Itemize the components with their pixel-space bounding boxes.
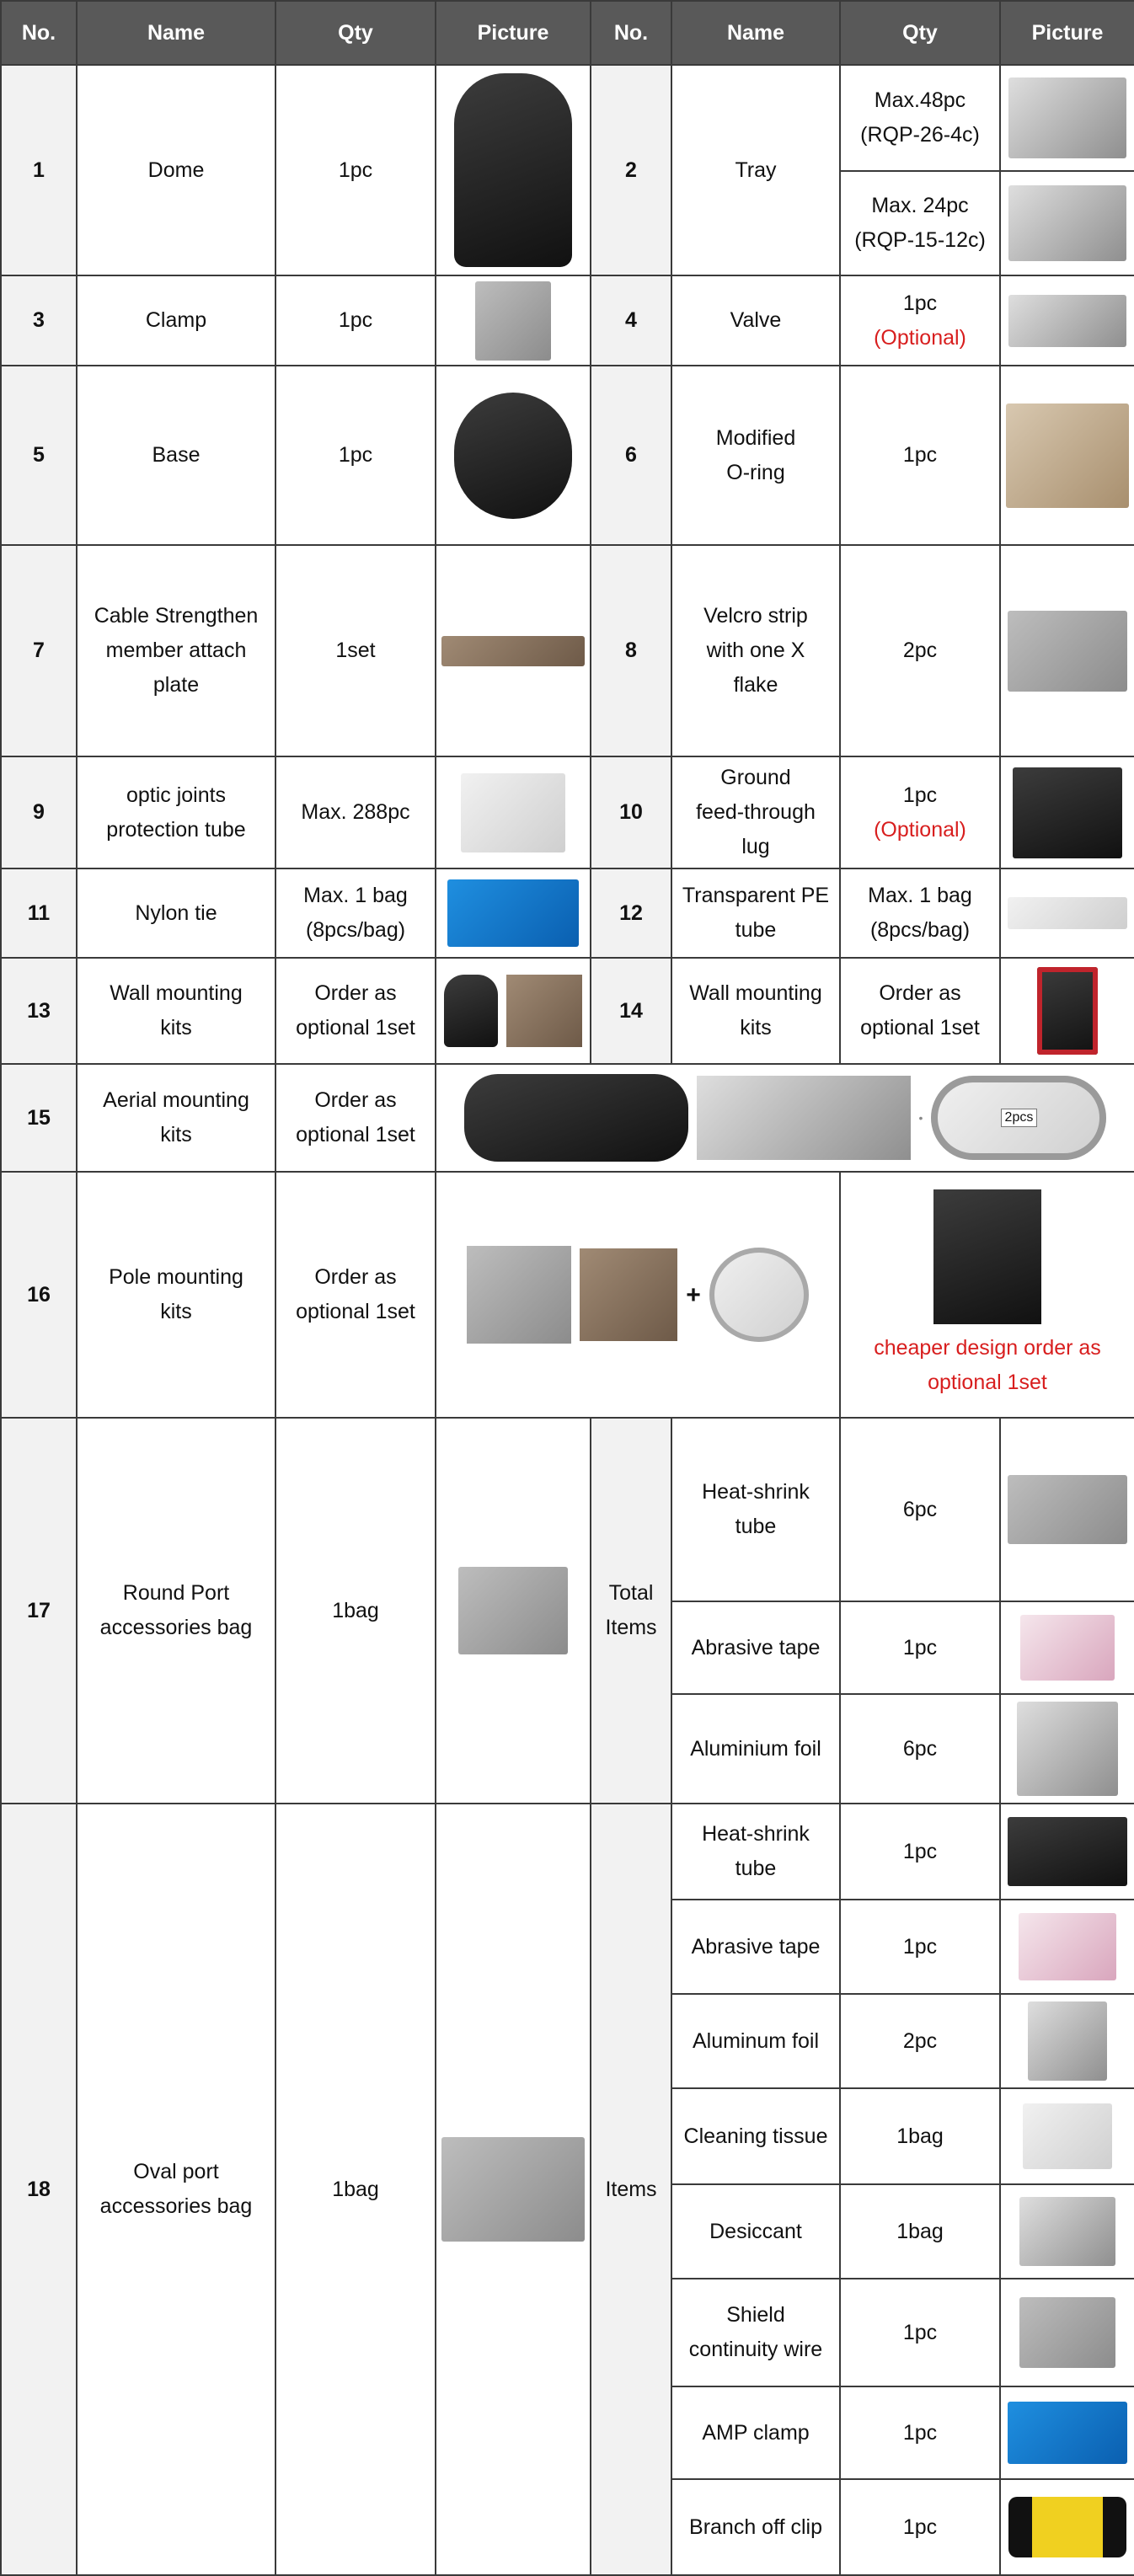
optional-note: (Optional) [874,817,966,842]
sub-item-qty: 1pc [840,1601,1000,1694]
item-name: Ground feed-through lug [671,756,840,868]
base-photo [454,393,572,519]
item-name: Valve [671,275,840,366]
round-port-bag-photo [458,1567,568,1654]
item-number: 7 [1,545,77,756]
sub-item-qty: 6pc [840,1418,1000,1601]
table-row [1,545,1134,756]
item-qty: 1bag [275,1804,436,2575]
sub-item-picture [1000,1418,1134,1601]
item-number: 11 [1,868,77,958]
wall-mount-bracket-photo [506,975,582,1047]
amp-clamp-photo [1008,2402,1127,2464]
nylon-tie-photo [447,879,579,947]
item-picture [436,756,591,868]
sub-item-qty: 1pc [840,2279,1000,2386]
separator-dot: • [918,1110,923,1125]
pole-strap-photo [709,1248,809,1342]
item-name: Wall mounting kits [671,958,840,1064]
header-name-2: Name [671,1,840,65]
dome-photo [454,73,572,267]
item-picture [1000,958,1134,1064]
branch-off-clip-photo [1008,2497,1126,2557]
item-name: Oval port accessories bag [77,1804,275,2575]
header-no-2: No. [591,1,671,65]
tray-photo [1008,185,1126,261]
sub-item-picture [1000,2479,1134,2575]
item-name: Tray [671,65,840,275]
sub-item-name: Heat-shrink tube [671,1418,840,1601]
item-name: Transparent PE tube [671,868,840,958]
item-qty: 1pc [275,65,436,275]
item-name: optic joints protection tube [77,756,275,868]
heat-shrink-tube-photo [1008,1817,1127,1886]
item-name: Pole mounting kits [77,1172,275,1418]
oval-port-bag-photo [441,2137,585,2242]
table-row [1,868,1134,958]
sub-item-qty: 6pc [840,1694,1000,1804]
hose-clamp-photo [931,1076,1106,1160]
o-ring-photo [1006,404,1129,508]
header-picture: Picture [436,1,591,65]
sub-item-picture [1000,1994,1134,2088]
item-picture [436,1064,1134,1172]
aerial-closure-photo [464,1074,688,1162]
item-picture [1000,868,1134,958]
item-picture [436,65,591,275]
table-row [1,65,1134,171]
item-picture [436,958,591,1064]
aluminum-foil-photo [1028,2001,1107,2081]
item-number: 9 [1,756,77,868]
header-qty-2: Qty [840,1,1000,65]
optional-note: (Optional) [874,325,966,350]
item-qty: 1pc [840,366,1000,545]
valve-photo [1008,295,1126,347]
item-picture [436,868,591,958]
item-qty: 1pc (Optional) [840,756,1000,868]
alternative-picture [840,1172,1134,1418]
sub-item-picture [1000,1804,1134,1900]
item-qty: 1bag [275,1418,436,1804]
item-picture [1000,275,1134,366]
sub-item-name: Aluminium foil [671,1694,840,1804]
sub-item-picture [1000,1694,1134,1804]
sub-item-name: Desiccant [671,2184,840,2279]
sub-item-qty: 1pc [840,2386,1000,2479]
sub-item-qty: 1pc [840,1804,1000,1900]
shield-continuity-wire-photo [1019,2297,1115,2368]
item-name: Wall mounting kits [77,958,275,1064]
item-number: 17 [1,1418,77,1804]
pole-mount-closure-photo [467,1246,571,1344]
item-name: Base [77,366,275,545]
item-qty: Order as optional 1set [840,958,1000,1064]
item-picture [436,366,591,545]
item-picture [1000,65,1134,171]
item-number: 4 [591,275,671,366]
sub-item-picture [1000,2184,1134,2279]
item-picture [1000,366,1134,545]
item-qty: 1set [275,545,436,756]
item-picture [1000,545,1134,756]
table-row [1,1804,1134,1900]
table-row [1,1064,1134,1172]
sub-item-name: Aluminum foil [671,1994,840,2088]
sub-item-picture [1000,2088,1134,2184]
item-number: 10 [591,756,671,868]
tray-photo [1008,77,1126,158]
item-name: Round Port accessories bag [77,1418,275,1804]
item-number: 15 [1,1064,77,1172]
quantity-tag: 2pcs [1001,1109,1038,1127]
aerial-bracket-photo [697,1076,911,1160]
attach-plate-photo [441,636,585,666]
sub-item-picture [1000,1601,1134,1694]
pe-tube-photo [1008,897,1127,929]
item-number: 13 [1,958,77,1064]
sub-item-name: Abrasive tape [671,1900,840,1994]
item-qty: 2pc [840,545,1000,756]
item-number: 16 [1,1172,77,1418]
item-name: Velcro strip with one X flake [671,545,840,756]
pole-mount-bracket-photo [580,1248,677,1341]
table-row [1,366,1134,545]
header-picture-2: Picture [1000,1,1134,65]
item-picture [436,1804,591,2575]
item-qty: Max.48pc (RQP-26-4c) [840,65,1000,171]
sub-item-picture [1000,2279,1134,2386]
aluminium-foil-photo [1017,1702,1118,1796]
item-name: Nylon tie [77,868,275,958]
item-qty: Order as optional 1set [275,1172,436,1418]
item-number: 12 [591,868,671,958]
item-picture [1000,171,1134,275]
item-picture [436,275,591,366]
sub-item-name: Cleaning tissue [671,2088,840,2184]
item-qty: 1pc [275,366,436,545]
item-number: 3 [1,275,77,366]
item-number: 18 [1,1804,77,2575]
table-row [1,1172,1134,1418]
item-name: Clamp [77,275,275,366]
sub-item-picture [1000,2386,1134,2479]
cheaper-pole-mount-photo [933,1189,1041,1324]
sub-item-name: Abrasive tape [671,1601,840,1694]
item-number: 14 [591,958,671,1064]
wall-mount-photo [444,975,498,1047]
item-number: 5 [1,366,77,545]
velcro-strip-photo [1008,611,1127,692]
item-qty: Order as optional 1set [275,1064,436,1172]
table-row [1,1418,1134,1601]
header-name: Name [77,1,275,65]
cleaning-tissue-photo [1023,2103,1112,2169]
items-label: Items [591,1804,671,2575]
item-qty: Max. 24pc (RQP-15-12c) [840,171,1000,275]
item-qty: 1pc (Optional) [840,275,1000,366]
sub-item-picture [1000,1900,1134,1994]
cheaper-design-note: cheaper design order as optional 1set [874,1336,1101,1394]
sub-item-qty: 1pc [840,2479,1000,2575]
desiccant-photo [1019,2197,1115,2266]
sub-item-name: Shield continuity wire [671,2279,840,2386]
sub-item-qty: 1bag [840,2088,1000,2184]
sub-item-qty: 1bag [840,2184,1000,2279]
item-qty: Order as optional 1set [275,958,436,1064]
abrasive-tape-photo [1019,1913,1116,1980]
item-number: 1 [1,65,77,275]
table-row [1,756,1134,868]
clamp-photo [475,281,551,361]
item-picture [436,1172,840,1418]
item-picture [1000,756,1134,868]
item-qty: Max. 1 bag (8pcs/bag) [275,868,436,958]
protection-tube-photo [461,773,565,852]
sub-item-name: Branch off clip [671,2479,840,2575]
item-picture [436,545,591,756]
total-items-label: Total Items [591,1418,671,1804]
header-no: No. [1,1,77,65]
item-qty: Max. 1 bag (8pcs/bag) [840,868,1000,958]
item-name: Dome [77,65,275,275]
item-qty: Max. 288pc [275,756,436,868]
item-picture [436,1418,591,1804]
abrasive-tape-photo [1020,1615,1115,1681]
sub-item-qty: 2pc [840,1994,1000,2088]
item-number: 2 [591,65,671,275]
sub-item-name: Heat-shrink tube [671,1804,840,1900]
ground-lug-photo [1013,767,1122,858]
item-number: 6 [591,366,671,545]
table-row [1,958,1134,1064]
wall-mount-photo [1037,967,1098,1055]
heat-shrink-tube-photo [1008,1475,1127,1544]
item-name: Aerial mounting kits [77,1064,275,1172]
item-qty: 1pc [275,275,436,366]
plus-sign: + [686,1280,701,1309]
header-row [1,1,1134,65]
sub-item-name: AMP clamp [671,2386,840,2479]
item-number: 8 [591,545,671,756]
item-name: Cable Strengthen member attach plate [77,545,275,756]
table-row [1,275,1134,366]
header-qty: Qty [275,1,436,65]
sub-item-qty: 1pc [840,1900,1000,1994]
item-name: Modified O-ring [671,366,840,545]
